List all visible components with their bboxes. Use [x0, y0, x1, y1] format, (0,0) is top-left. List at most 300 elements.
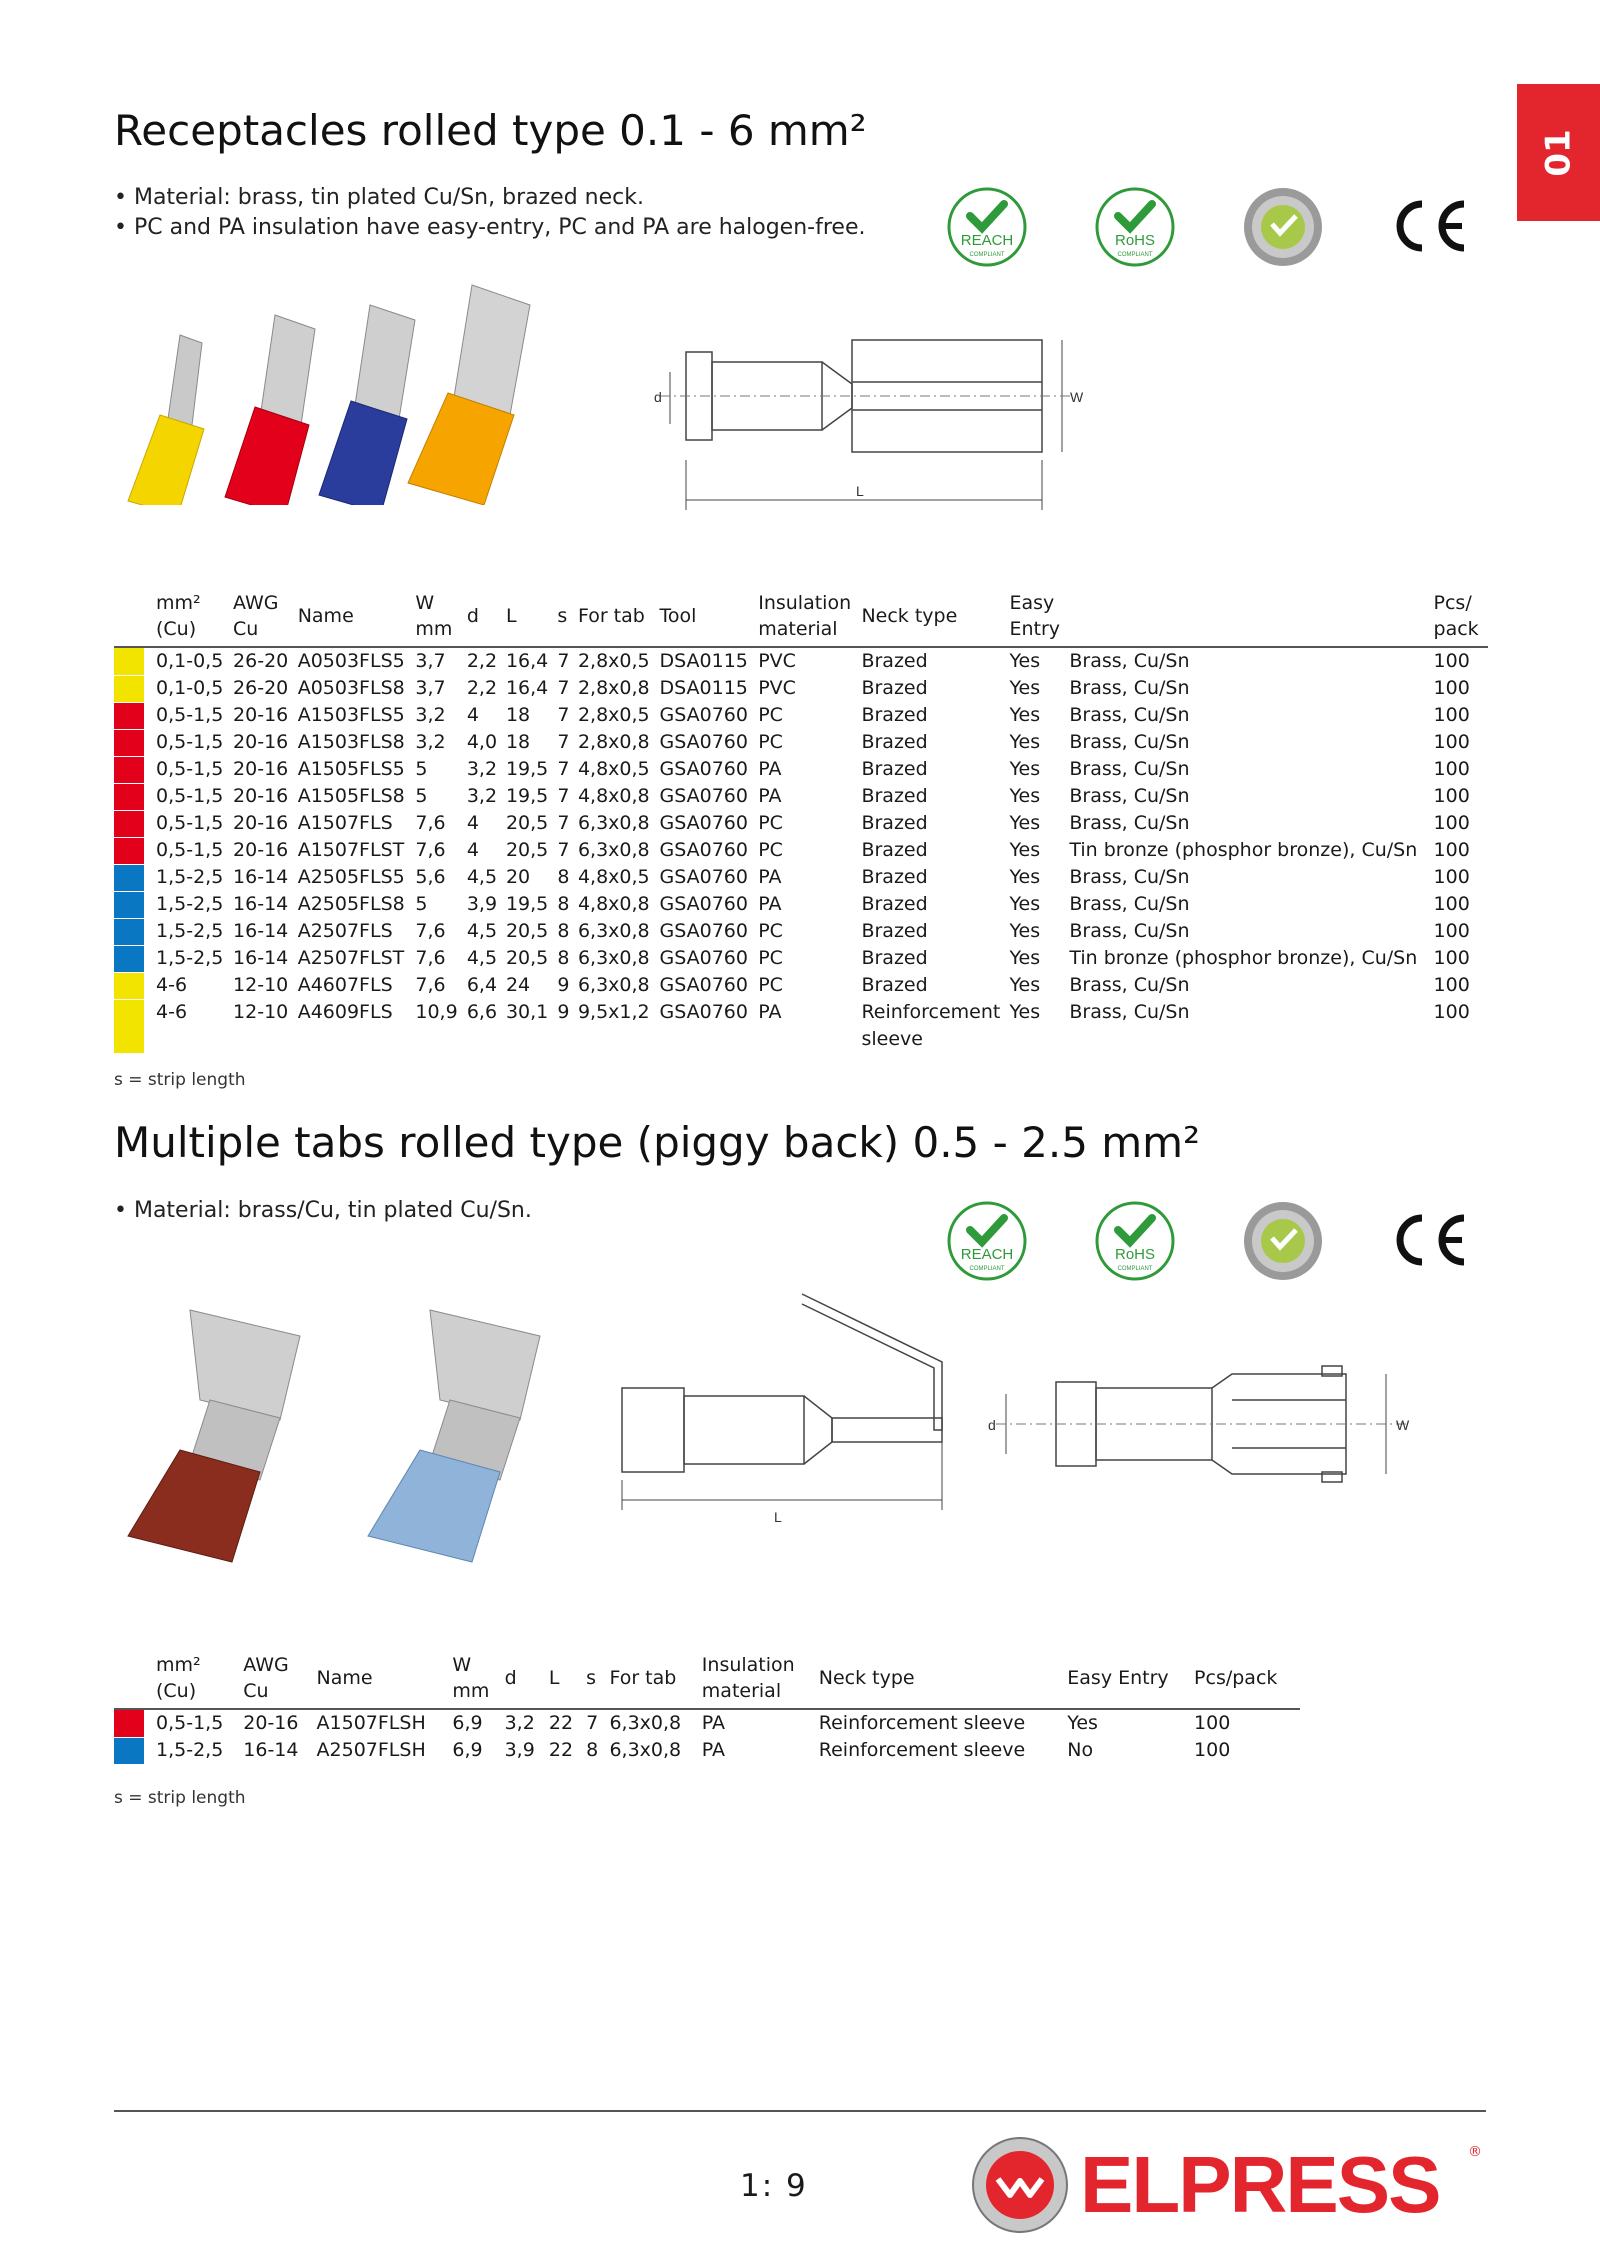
table-cell: 1,5-2,5	[156, 1739, 224, 1761]
table-cell: 3,7	[415, 677, 446, 699]
drawing-label-l: L	[774, 1509, 782, 1525]
table-cell: Yes	[1009, 758, 1041, 780]
color-swatch	[114, 1709, 144, 1737]
table-cell: PC	[758, 974, 783, 996]
table-row	[114, 675, 1488, 702]
table-cell: 20-16	[233, 812, 289, 834]
table-cell: 7,6	[415, 839, 446, 861]
table-cell: 7	[557, 731, 570, 753]
rohs-sub: COMPLIANT	[1117, 1266, 1153, 1272]
certification-seal-icon	[1242, 186, 1324, 268]
table-cell: A1505FLS8	[297, 785, 405, 807]
column-header	[1194, 1652, 1300, 1709]
table-row	[114, 1737, 1300, 1764]
table-cell: 8	[557, 947, 570, 969]
table-cell: Yes	[1009, 1001, 1041, 1023]
color-swatch	[114, 945, 144, 972]
spacer	[144, 945, 156, 972]
column-header	[1434, 590, 1488, 647]
strip-length-note: s = strip length	[114, 1788, 246, 1808]
column-header-line: Neck type	[818, 1667, 915, 1689]
table-cell: Yes	[1009, 731, 1041, 753]
rohs-badge-icon	[1094, 186, 1176, 268]
column-header	[578, 590, 660, 647]
table-cell: 0,5-1,5	[156, 1712, 224, 1734]
column-header-line: (Cu)	[156, 1680, 197, 1702]
table-cell: 0,1-0,5	[156, 677, 224, 699]
column-header-line: Insulation	[701, 1654, 795, 1676]
table-cell: 2,2	[466, 677, 498, 699]
table-cell: 3,2	[466, 785, 498, 807]
section2-bullets	[114, 1196, 532, 1226]
table-cell: Brazed	[861, 920, 928, 942]
table-cell: 1,5-2,5	[156, 920, 224, 942]
table-cell: 10,9	[415, 1001, 458, 1023]
column-header-line: Insulation	[758, 592, 852, 614]
column-header	[156, 590, 233, 647]
color-swatch	[114, 837, 144, 864]
table-cell: Yes	[1009, 812, 1041, 834]
reach-sub: COMPLIANT	[969, 252, 1005, 258]
column-header	[549, 1652, 586, 1709]
table-cell: 100	[1433, 1001, 1470, 1023]
table-cell: 6,3x0,8	[609, 1712, 682, 1734]
table-row	[114, 810, 1488, 837]
table-row	[114, 702, 1488, 729]
table-cell: 4,8x0,5	[577, 758, 650, 780]
column-header	[586, 1652, 609, 1709]
table-cell: 20-16	[233, 758, 289, 780]
rohs-label: RoHS	[1114, 232, 1156, 249]
spacer-header	[144, 590, 156, 647]
table-cell: PC	[758, 839, 783, 861]
table-cell: 9	[557, 974, 570, 996]
table-cell: 100	[1433, 650, 1470, 672]
spacer	[144, 999, 156, 1053]
table-cell: 6,4	[466, 974, 498, 996]
color-swatch	[114, 810, 144, 837]
table-cell: 100	[1433, 839, 1470, 861]
column-header	[415, 590, 466, 647]
table-cell: 0,5-1,5	[156, 731, 224, 753]
rohs-label: RoHS	[1114, 1246, 1156, 1263]
piggyback-side-drawing	[612, 1290, 952, 1540]
section-tab	[1517, 84, 1600, 221]
table-cell: 19,5	[505, 758, 549, 780]
table-cell: 24	[505, 974, 531, 996]
table-cell: 3,2	[415, 704, 446, 726]
table-cell: 7,6	[415, 974, 446, 996]
column-header-line: material	[701, 1680, 782, 1702]
column-header-line: s	[557, 605, 568, 627]
table-cell: 16-14	[243, 1739, 299, 1761]
table-cell: 8	[586, 1739, 599, 1761]
column-header-line: mm²	[156, 1654, 201, 1676]
table-cell: GSA0760	[659, 974, 748, 996]
table-cell: 8	[557, 893, 570, 915]
table-cell: 4,5	[466, 866, 498, 888]
table-cell: 3,2	[466, 758, 498, 780]
table-cell: 19,5	[505, 785, 549, 807]
footer-divider	[114, 2110, 1486, 2112]
color-swatch	[114, 1737, 144, 1764]
color-swatch	[114, 702, 144, 729]
column-header	[1069, 590, 1433, 647]
column-header-line: Tool	[659, 605, 697, 627]
table-cell: 2,8x0,8	[577, 677, 650, 699]
table-cell: Yes	[1009, 974, 1041, 996]
column-header	[861, 590, 1009, 647]
color-swatch	[114, 647, 144, 675]
table-cell: Brass, Cu/Sn	[1069, 1001, 1190, 1023]
column-header-line: Pcs/pack	[1194, 1667, 1278, 1689]
piggyback-product-photo	[110, 1300, 610, 1570]
ce-mark-icon	[1386, 1210, 1470, 1270]
reach-label: REACH	[960, 1246, 1014, 1263]
table-cell: A4609FLS	[297, 1001, 393, 1023]
table-cell: 20	[505, 866, 531, 888]
table-cell: PA	[701, 1739, 726, 1761]
table-cell: Yes	[1009, 839, 1041, 861]
table-cell: No	[1067, 1739, 1094, 1761]
table-cell: 16-14	[233, 920, 289, 942]
bullet: • Material: brass/Cu, tin plated Cu/Sn.	[114, 1198, 532, 1223]
table-cell: Brass, Cu/Sn	[1069, 785, 1190, 807]
table-cell: A2505FLS5	[297, 866, 405, 888]
column-header	[702, 1652, 819, 1709]
table-cell: Brass, Cu/Sn	[1069, 974, 1190, 996]
table-cell: 7	[557, 704, 570, 726]
drawing-label-w: W	[1396, 1417, 1410, 1433]
column-header	[452, 1652, 504, 1709]
column-header	[1067, 1652, 1194, 1709]
table-cell: GSA0760	[659, 920, 748, 942]
table-cell: 4	[466, 812, 479, 834]
column-header	[298, 590, 416, 647]
table-cell: PVC	[758, 677, 796, 699]
spacer	[144, 702, 156, 729]
table-cell: A4607FLS	[297, 974, 393, 996]
table-cell: 3,9	[504, 1739, 535, 1761]
table-cell: GSA0760	[659, 839, 748, 861]
table-cell: 16-14	[233, 893, 289, 915]
table-cell: 8	[557, 920, 570, 942]
table-cell: 0,5-1,5	[156, 839, 224, 861]
table-cell: 16-14	[233, 866, 289, 888]
table-cell: PA	[758, 1001, 782, 1023]
receptacles-table	[114, 590, 1488, 1054]
table-cell: PC	[758, 704, 783, 726]
drawing-label-l: L	[856, 483, 864, 499]
column-header	[233, 590, 298, 647]
table-cell: DSA0115	[659, 650, 748, 672]
table-cell: 7	[557, 677, 570, 699]
table-cell: 4,8x0,5	[577, 866, 650, 888]
table-cell: Reinforcement sleeve	[818, 1712, 1026, 1734]
table-cell: 20,5	[505, 812, 549, 834]
drawing-label-w: W	[1070, 389, 1084, 405]
table-cell: GSA0760	[659, 812, 748, 834]
column-header	[317, 1652, 453, 1709]
table-cell: Reinforcement sleeve	[861, 1001, 1001, 1050]
table-cell: 4-6	[156, 1001, 188, 1023]
table-cell: 9	[557, 1001, 570, 1023]
column-header-line: Name	[297, 605, 354, 627]
table-cell: 3,7	[415, 650, 446, 672]
table-cell: 18	[505, 704, 531, 726]
table-cell: 12-10	[233, 1001, 289, 1023]
spacer-header	[144, 1652, 156, 1709]
table-cell: GSA0760	[659, 704, 748, 726]
table-cell: Yes	[1009, 893, 1041, 915]
table-cell: 16,4	[505, 677, 549, 699]
table-cell: Yes	[1009, 866, 1041, 888]
table-cell: 5	[415, 785, 428, 807]
spacer	[144, 891, 156, 918]
column-header	[609, 1652, 701, 1709]
reach-sub: COMPLIANT	[969, 1266, 1005, 1272]
table-cell: 100	[1433, 704, 1470, 726]
page-number: 1: 9	[740, 2168, 808, 2204]
table-cell: Tin bronze (phosphor bronze), Cu/Sn	[1069, 839, 1418, 861]
bullet: • Material: brass, tin plated Cu/Sn, brazed neck.	[114, 185, 644, 210]
column-header	[505, 1652, 549, 1709]
table-cell: 100	[1194, 1712, 1231, 1734]
column-header-line: AWG	[243, 1654, 289, 1676]
table-cell: Yes	[1009, 650, 1041, 672]
table-cell: 16,4	[505, 650, 549, 672]
table-row	[114, 945, 1488, 972]
table-cell: 4	[466, 839, 479, 861]
section1-title: Receptacles rolled type 0.1 - 6 mm²	[114, 106, 867, 155]
table-cell: DSA0115	[659, 677, 748, 699]
table-header-row	[114, 590, 1488, 647]
reach-badge-icon	[946, 1200, 1028, 1282]
table-cell: 4,0	[466, 731, 498, 753]
table-cell: 100	[1433, 947, 1470, 969]
table-cell: 100	[1433, 677, 1470, 699]
table-cell: 4,8x0,8	[577, 893, 650, 915]
table-cell: GSA0760	[659, 947, 748, 969]
table-cell: 0,5-1,5	[156, 704, 224, 726]
column-header-line: AWG	[233, 592, 279, 614]
table-cell: Yes	[1009, 785, 1041, 807]
table-cell: Brass, Cu/Sn	[1069, 677, 1190, 699]
table-cell: 3,9	[466, 893, 498, 915]
column-header-line: For tab	[609, 1667, 677, 1689]
spacer	[144, 783, 156, 810]
column-header-line: d	[504, 1667, 517, 1689]
spacer	[144, 972, 156, 999]
table-cell: A1507FLSH	[316, 1712, 426, 1734]
table-cell: Brazed	[861, 947, 928, 969]
swatch-header	[114, 590, 144, 647]
table-cell: 100	[1433, 893, 1470, 915]
table-cell: 16-14	[233, 947, 289, 969]
color-swatch	[114, 891, 144, 918]
table-row	[114, 999, 1488, 1053]
table-cell: 20-16	[233, 731, 289, 753]
color-swatch	[114, 972, 144, 999]
table-cell: Brazed	[861, 893, 928, 915]
column-header-line: mm	[415, 618, 453, 640]
table-cell: 26-20	[233, 650, 289, 672]
table-cell: 1,5-2,5	[156, 947, 224, 969]
table-body	[114, 1709, 1300, 1764]
table-cell: 0,5-1,5	[156, 785, 224, 807]
column-header-line: Name	[316, 1667, 373, 1689]
color-swatch	[114, 864, 144, 891]
color-swatch	[114, 918, 144, 945]
table-cell: 7	[557, 785, 570, 807]
strip-length-note: s = strip length	[114, 1070, 246, 1090]
table-cell: 6,6	[466, 1001, 498, 1023]
column-header-line: (Cu)	[156, 618, 197, 640]
table-row	[114, 891, 1488, 918]
table-row	[114, 729, 1488, 756]
table-cell: 2,2	[466, 650, 498, 672]
table-cell: Brazed	[861, 704, 928, 726]
column-header	[506, 590, 557, 647]
receptacle-technical-drawing	[630, 320, 1090, 520]
table-cell: 6,3x0,8	[577, 839, 650, 861]
table-cell: Yes	[1009, 704, 1041, 726]
column-header	[659, 590, 758, 647]
drawing-label-d: d	[654, 389, 662, 405]
table-cell: GSA0760	[659, 731, 748, 753]
column-header-line: Cu	[243, 1680, 269, 1702]
table-cell: 1,5-2,5	[156, 866, 224, 888]
column-header	[243, 1652, 316, 1709]
drawing-label-d: d	[988, 1417, 996, 1433]
table-cell: 5	[415, 758, 428, 780]
table-cell: 3,2	[504, 1712, 535, 1734]
table-cell: 20,5	[505, 920, 549, 942]
table-cell: Yes	[1009, 677, 1041, 699]
table-cell: PC	[758, 947, 783, 969]
column-header-line: For tab	[577, 605, 645, 627]
table-cell: 100	[1194, 1739, 1231, 1761]
elpress-emblem-icon	[970, 2135, 1070, 2235]
table-cell: 4,5	[466, 920, 498, 942]
table-cell: Brazed	[861, 866, 928, 888]
table-cell: A1505FLS5	[297, 758, 405, 780]
table-cell: 7,6	[415, 920, 446, 942]
table-cell: 18	[505, 731, 531, 753]
table-cell: 22	[548, 1712, 574, 1734]
table-cell: 26-20	[233, 677, 289, 699]
column-header-line: L	[548, 1667, 560, 1689]
spacer	[144, 1737, 156, 1764]
spacer	[144, 729, 156, 756]
column-header	[557, 590, 578, 647]
table-cell: PC	[758, 731, 783, 753]
table-cell: PC	[758, 812, 783, 834]
table-cell: PA	[758, 866, 782, 888]
table-body	[114, 647, 1488, 1053]
table-cell: Brass, Cu/Sn	[1069, 812, 1190, 834]
piggyback-table	[114, 1652, 1300, 1765]
table-cell: 4,8x0,8	[577, 785, 650, 807]
color-swatch	[114, 729, 144, 756]
spacer	[144, 918, 156, 945]
table-cell: 4	[466, 704, 479, 726]
table-cell: Brazed	[861, 650, 928, 672]
spacer	[144, 647, 156, 675]
table-cell: Brass, Cu/Sn	[1069, 758, 1190, 780]
table-cell: PA	[758, 785, 782, 807]
column-header-line: mm²	[156, 592, 201, 614]
receptacles-product-photo	[110, 275, 580, 505]
table-cell: 2,8x0,8	[577, 731, 650, 753]
color-swatch	[114, 999, 144, 1053]
table-cell: A0503FLS5	[297, 650, 405, 672]
table-cell: PVC	[758, 650, 796, 672]
table-row	[114, 918, 1488, 945]
color-swatch	[114, 675, 144, 702]
column-header-line: Neck type	[861, 605, 958, 627]
table-cell: A2507FLST	[297, 947, 405, 969]
table-cell: GSA0760	[659, 785, 748, 807]
column-header-line: pack	[1433, 618, 1479, 640]
table-cell: Brazed	[861, 677, 928, 699]
table-cell: A1503FLS5	[297, 704, 405, 726]
table-cell: 0,5-1,5	[156, 812, 224, 834]
table-cell: A2507FLS	[297, 920, 393, 942]
table-cell: 100	[1433, 758, 1470, 780]
table-cell: 100	[1433, 785, 1470, 807]
reach-label: REACH	[960, 232, 1014, 249]
column-header-line: mm	[452, 1680, 490, 1702]
reach-badge-icon	[946, 186, 1028, 268]
column-header-line: W	[415, 592, 435, 614]
table-cell: 6,9	[452, 1712, 483, 1734]
table-cell: A1507FLS	[297, 812, 393, 834]
table-cell: Brass, Cu/Sn	[1069, 920, 1190, 942]
column-header-line: L	[505, 605, 517, 627]
table-cell: Brass, Cu/Sn	[1069, 704, 1190, 726]
table-cell: Yes	[1009, 947, 1041, 969]
bullet: • PC and PA insulation have easy-entry, PC and PA are halogen-free.	[114, 215, 866, 240]
table-cell: 20,5	[505, 839, 549, 861]
table-row	[114, 864, 1488, 891]
table-cell: 6,3x0,8	[577, 920, 650, 942]
table-cell: 100	[1433, 866, 1470, 888]
table-cell: 20-16	[233, 839, 289, 861]
table-cell: 5,6	[415, 866, 446, 888]
table-cell: 2,8x0,5	[577, 650, 650, 672]
column-header-line: Entry	[1009, 618, 1061, 640]
column-header-line: Easy Entry	[1067, 1667, 1169, 1689]
table-cell: 6,3x0,8	[577, 947, 650, 969]
table-cell: Brass, Cu/Sn	[1069, 866, 1190, 888]
section1-bullets	[114, 183, 865, 243]
table-cell: A2507FLSH	[316, 1739, 426, 1761]
swatch-header	[114, 1652, 144, 1709]
table-cell: A1503FLS8	[297, 731, 405, 753]
registered-mark: ®	[1468, 2144, 1482, 2160]
table-cell: 100	[1433, 731, 1470, 753]
table-cell: Yes	[1067, 1712, 1098, 1734]
table-cell: Brazed	[861, 974, 928, 996]
section-tab-label: 01	[1538, 128, 1579, 177]
column-header-line: Pcs/	[1433, 592, 1472, 614]
table-header-row	[114, 1652, 1300, 1709]
table-cell: 7	[557, 758, 570, 780]
spacer	[144, 810, 156, 837]
column-header-line: material	[758, 618, 838, 640]
table-cell: PA	[701, 1712, 726, 1734]
